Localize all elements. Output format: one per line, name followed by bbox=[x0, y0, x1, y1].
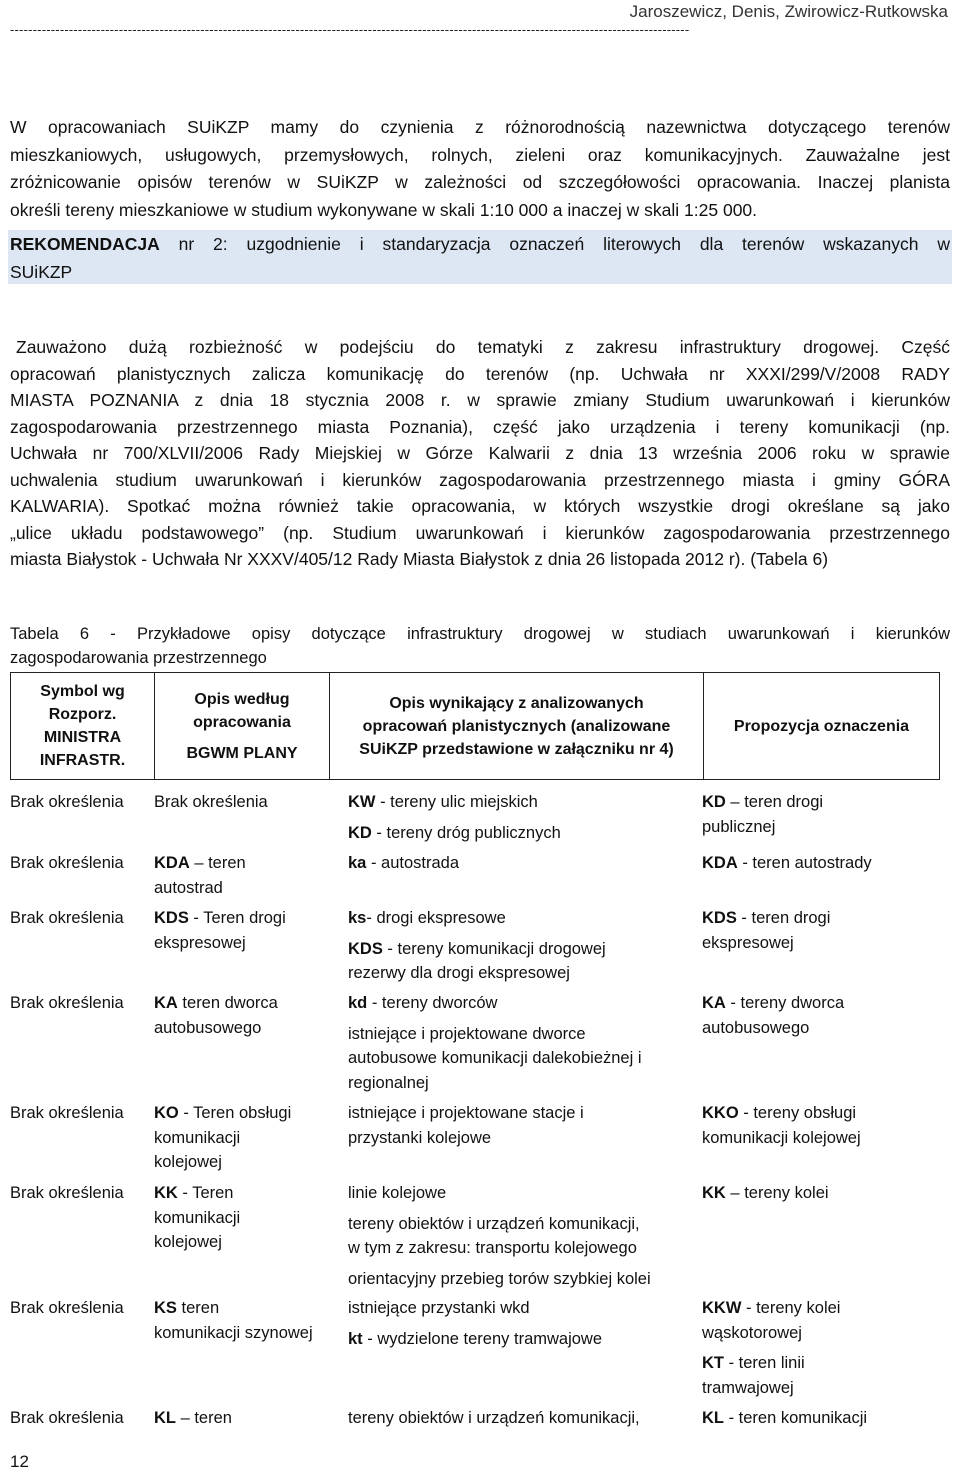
cell-bgwm bbox=[154, 851, 324, 900]
symbol-code: KO bbox=[154, 1104, 179, 1122]
text-line: opracowań planistycznych zalicza komunikację do terenów (np. Uchwała nr XXXI/299/V/2008 RADY bbox=[10, 363, 950, 384]
cell-line bbox=[154, 906, 324, 931]
header-line: Symbol wg bbox=[40, 683, 125, 700]
header-line: INFRASTR. bbox=[39, 752, 126, 769]
text-line: Zauważono dużą rozbieżność w podejściu do tematyki z zakresu infrastruktury drogowej. Część bbox=[16, 337, 950, 357]
cell-proposal bbox=[702, 991, 932, 1040]
cell-bgwm bbox=[154, 1181, 324, 1255]
cell-symbol: Brak określenia bbox=[10, 994, 124, 1012]
cell-text: orientacyjny przebieg torów szybkiej kolei bbox=[348, 1269, 651, 1288]
cell-text: - tereny komunikacji drogowej bbox=[382, 939, 606, 958]
cell-line bbox=[154, 851, 324, 876]
symbol-code: KDA bbox=[702, 854, 738, 872]
cell-bgwm bbox=[154, 1296, 324, 1345]
symbol-code: KDS bbox=[348, 939, 383, 958]
cell-line bbox=[702, 1101, 932, 1126]
cell-text: - Teren bbox=[177, 1184, 234, 1202]
cell-line bbox=[348, 851, 693, 876]
cell-line bbox=[154, 1126, 324, 1151]
symbol-code: KW bbox=[348, 793, 376, 811]
cell-line bbox=[702, 1351, 932, 1376]
cell-text: - tereny dworców bbox=[367, 994, 498, 1012]
text-line: określi tereny mieszkaniowe w studium wykonywane w skali 1:10 000 a inaczej w skali 1:25 000. bbox=[10, 199, 758, 220]
symbol-code: KK bbox=[702, 1184, 726, 1202]
cell-line bbox=[154, 1406, 324, 1431]
cell-symbol: Brak określenia bbox=[10, 1104, 124, 1122]
page-number: 12 bbox=[10, 1452, 29, 1471]
header-cell-analysis bbox=[329, 672, 704, 780]
cell-symbol: Brak określenia bbox=[10, 1184, 124, 1202]
cell-line bbox=[702, 1406, 932, 1431]
cell-line bbox=[348, 1101, 693, 1126]
cell-proposal bbox=[702, 1296, 932, 1400]
cell-line bbox=[348, 1046, 693, 1071]
text-line: W opracowaniach SUiKZP mamy do czynienia z różnorodnością nazewnictwa dotyczącego terenów bbox=[10, 117, 950, 137]
header-line: opracowania bbox=[193, 713, 291, 731]
cell-line bbox=[702, 1296, 932, 1321]
cell-bgwm bbox=[154, 790, 324, 815]
cell-line bbox=[154, 931, 324, 956]
cell-text: – tereny kolei bbox=[725, 1184, 829, 1202]
cell-text: - teren autostrady bbox=[737, 854, 872, 872]
cell-text: komunikacji bbox=[154, 1208, 241, 1227]
cell-proposal bbox=[702, 790, 932, 839]
cell-text: ekspresowej bbox=[154, 933, 246, 952]
cell-text: – teren bbox=[189, 854, 246, 872]
cell-line bbox=[154, 991, 324, 1016]
cell-bgwm bbox=[154, 906, 324, 955]
cell-analysis bbox=[348, 1296, 693, 1351]
header-cell-bgwm bbox=[154, 672, 330, 780]
cell-line bbox=[702, 1016, 932, 1041]
cell-text: tramwajowej bbox=[702, 1378, 794, 1397]
cell-symbol: Brak określenia bbox=[10, 1299, 124, 1317]
cell-line bbox=[348, 1181, 693, 1206]
text-line bbox=[10, 231, 950, 259]
cell-line bbox=[348, 1267, 693, 1292]
cell-line bbox=[154, 1206, 324, 1231]
cell-line bbox=[702, 931, 932, 956]
text-line: miasta Białystok - Uchwała Nr XXXV/405/12 Rady Miasta Białystok z dnia 26 listopada 2012 r). (Tabela 6) bbox=[10, 549, 829, 569]
cell-text: – teren drogi bbox=[725, 793, 824, 811]
cell-line bbox=[348, 1126, 693, 1151]
cell-text: kolejowej bbox=[154, 1153, 222, 1171]
cell-text: Brak określenia bbox=[154, 793, 268, 811]
cell-proposal bbox=[702, 1101, 932, 1150]
header-line: SUiKZP przedstawione w załączniku nr 4) bbox=[359, 740, 674, 758]
cell-text: - teren komunikacji bbox=[724, 1409, 868, 1427]
cell-text: autobusowego bbox=[154, 1018, 262, 1037]
recommendation-text bbox=[10, 231, 950, 286]
cell-line bbox=[348, 790, 693, 815]
cell-text: linie kolejowe bbox=[348, 1184, 447, 1202]
cell-line bbox=[348, 937, 693, 962]
symbol-code: KS bbox=[154, 1299, 177, 1317]
cell-symbol: Brak określenia bbox=[10, 793, 124, 811]
cell-line bbox=[702, 1126, 932, 1151]
symbol-code: KT bbox=[702, 1354, 724, 1372]
symbol-code: KKO bbox=[702, 1104, 739, 1122]
cell-text: autostrad bbox=[154, 878, 223, 897]
cell-text: - drogi ekspresowe bbox=[366, 909, 506, 927]
cell-analysis bbox=[348, 1181, 693, 1291]
cell-text: tereny obiektów i urządzeń komunikacji, bbox=[348, 1214, 640, 1233]
cell-analysis bbox=[348, 1406, 693, 1431]
cell-text: - wydzielone tereny tramwajowe bbox=[362, 1329, 603, 1348]
cell-line bbox=[348, 961, 693, 986]
header-line: Rozporz. bbox=[48, 706, 117, 723]
cell-line bbox=[702, 991, 932, 1016]
cell-proposal bbox=[702, 1181, 932, 1206]
header-line: Opis według bbox=[194, 690, 290, 708]
cell-line bbox=[702, 851, 932, 876]
cell-text: teren bbox=[176, 1299, 220, 1317]
header-rule: ------------------------------------------------------------------------------------------------------------------------------------------------------ bbox=[10, 22, 690, 37]
cell-text: regionalnej bbox=[348, 1073, 429, 1092]
symbol-code: KD bbox=[702, 793, 726, 811]
cell-text: rezerwy dla drogi ekspresowej bbox=[348, 964, 570, 982]
cell-line bbox=[154, 1101, 324, 1126]
text-line: uchwalenia studium uwarunkowań i kierunków zagospodarowania przestrzennego miasta i gminy GÓRA bbox=[10, 469, 950, 490]
text-line: zróżnicowanie opisów terenów w SUiKZP w zależności od szczegółowości opracowania. Inaczej planista bbox=[10, 172, 950, 192]
symbol-code: KDA bbox=[154, 854, 190, 872]
cell-line bbox=[348, 1406, 693, 1431]
header-line: BGWM PLANY bbox=[186, 744, 298, 762]
cell-line bbox=[348, 906, 693, 931]
recommendation-line2: SUiKZP bbox=[10, 261, 73, 282]
cell-proposal bbox=[702, 851, 932, 876]
cell-line bbox=[702, 815, 932, 840]
text-line: zagospodarowania przestrzennego bbox=[10, 649, 267, 667]
cell-line bbox=[348, 1327, 693, 1352]
cell-symbol: Brak określenia bbox=[10, 1409, 124, 1427]
cell-proposal bbox=[702, 906, 932, 955]
header-cell-proposal bbox=[703, 672, 940, 780]
paragraph-infrastructure bbox=[10, 334, 950, 573]
cell-line bbox=[348, 991, 693, 1016]
cell-line bbox=[348, 821, 693, 846]
symbol-code: kd bbox=[348, 994, 368, 1012]
text-line: zagospodarowania przestrzennego miasta Poznania), część jako urządzenia i tereny komunikacji (np. bbox=[10, 416, 950, 437]
cell-text: – teren bbox=[176, 1409, 232, 1427]
cell-line bbox=[348, 1212, 693, 1237]
cell-text: - Teren drogi bbox=[188, 909, 286, 927]
cell-text: - teren drogi bbox=[736, 909, 831, 927]
cell-line bbox=[154, 1016, 324, 1041]
header-line: Propozycja oznaczenia bbox=[733, 717, 910, 735]
cell-line bbox=[154, 876, 324, 901]
cell-line bbox=[154, 1296, 324, 1321]
cell-proposal bbox=[702, 1406, 932, 1431]
cell-text: - tereny ulic miejskich bbox=[375, 793, 538, 811]
cell-text: istniejące i projektowane dworce bbox=[348, 1024, 586, 1043]
header-cell-symbol bbox=[10, 672, 155, 780]
symbol-code: KA bbox=[154, 994, 178, 1012]
cell-text: istniejące przystanki wkd bbox=[348, 1299, 530, 1317]
text-line: Tabela 6 - Przykładowe opisy dotyczące infrastruktury drogowej w studiach uwarunkowań i kierunków bbox=[10, 625, 950, 643]
symbol-code: KK bbox=[154, 1184, 178, 1202]
symbol-code: KL bbox=[154, 1409, 176, 1427]
cell-text: komunikacji kolejowej bbox=[702, 1128, 861, 1147]
cell-text: autobusowego bbox=[702, 1018, 810, 1037]
cell-text: teren dworca bbox=[177, 994, 278, 1012]
cell-text: ekspresowej bbox=[702, 933, 794, 952]
cell-line bbox=[702, 1376, 932, 1401]
symbol-code: KL bbox=[702, 1409, 724, 1427]
symbol-code: KD bbox=[348, 823, 372, 842]
cell-line bbox=[702, 1321, 932, 1346]
cell-line bbox=[348, 1236, 693, 1261]
cell-bgwm bbox=[154, 1101, 324, 1175]
cell-analysis bbox=[348, 991, 693, 1095]
text-line: MIASTA POZNANIA z dnia 18 stycznia 2008 r. w sprawie zmiany Studium uwarunkowań i kierunków bbox=[10, 390, 950, 410]
symbol-code: KDS bbox=[154, 909, 189, 927]
recommendation-label: REKOMENDACJA bbox=[10, 234, 160, 254]
symbol-code: KDS bbox=[702, 909, 737, 927]
text-line: mieszkaniowych, usługowych, przemysłowych, rolnych, zieleni oraz komunikacyjnych. Zauważalne jest bbox=[10, 144, 950, 165]
cell-symbol: Brak określenia bbox=[10, 909, 124, 927]
cell-line bbox=[154, 1150, 324, 1175]
cell-line bbox=[154, 790, 324, 815]
cell-line bbox=[348, 1022, 693, 1047]
cell-line bbox=[702, 790, 932, 815]
cell-text: - tereny dworca bbox=[725, 994, 845, 1012]
cell-analysis bbox=[348, 906, 693, 986]
cell-bgwm bbox=[154, 991, 324, 1040]
symbol-code: KKW bbox=[702, 1299, 742, 1317]
cell-text: tereny obiektów i urządzeń komunikacji, bbox=[348, 1409, 640, 1427]
cell-analysis bbox=[348, 1101, 693, 1150]
symbol-code: KA bbox=[702, 994, 726, 1012]
cell-bgwm bbox=[154, 1406, 324, 1431]
cell-symbol: Brak określenia bbox=[10, 854, 124, 872]
cell-analysis bbox=[348, 790, 693, 845]
text-line: KALWARIA). Spotkać można również takie opracowania, w których wszystkie drogi określane są jako bbox=[10, 496, 950, 516]
cell-line bbox=[702, 906, 932, 931]
header-authors: Jaroszewicz, Denis, Zwirowicz-Rutkowska bbox=[629, 2, 948, 21]
cell-text: - teren linii bbox=[724, 1354, 805, 1372]
paragraph-intro bbox=[10, 114, 950, 224]
cell-text: - tereny obsługi bbox=[738, 1104, 857, 1122]
cell-text: - tereny kolei bbox=[741, 1299, 841, 1317]
symbol-code: kt bbox=[348, 1329, 363, 1348]
text-line: „ulice układu podstawowego” (np. Studium uwarunkowań i kierunków zagospodarowania przestrzennego bbox=[10, 522, 950, 543]
header-line: MINISTRA bbox=[43, 729, 122, 746]
header-line: Opis wynikający z analizowanych bbox=[389, 694, 644, 712]
cell-analysis bbox=[348, 851, 693, 876]
table-header bbox=[10, 672, 940, 780]
cell-text: autobusowe komunikacji dalekobieżnej i bbox=[348, 1049, 642, 1067]
cell-line bbox=[154, 1181, 324, 1206]
cell-text: istniejące i projektowane stacje i bbox=[348, 1104, 584, 1122]
table-caption bbox=[10, 622, 950, 670]
cell-text: komunikacji bbox=[154, 1128, 241, 1147]
recommendation-line1: nr 2: uzgodnienie i standaryzacja oznaczeń literowych dla terenów wskazanych w bbox=[159, 234, 950, 254]
cell-text: wąskotorowej bbox=[702, 1323, 802, 1342]
cell-line bbox=[348, 1071, 693, 1096]
cell-text: - autostrada bbox=[366, 854, 459, 872]
cell-line bbox=[154, 1230, 324, 1255]
cell-text: przystanki kolejowe bbox=[348, 1128, 492, 1147]
cell-line bbox=[702, 1181, 932, 1206]
cell-text: - Teren obsługi bbox=[178, 1104, 292, 1122]
header-line: opracowań planistycznych (analizowane bbox=[362, 717, 671, 735]
symbol-code: ks bbox=[348, 909, 367, 927]
cell-text: w tym z zakresu: transportu kolejowego bbox=[348, 1239, 637, 1257]
symbol-code: ka bbox=[348, 854, 367, 872]
cell-text: komunikacji szynowej bbox=[154, 1323, 313, 1342]
cell-line bbox=[348, 1296, 693, 1321]
cell-text: kolejowej bbox=[154, 1233, 222, 1251]
cell-text: - tereny dróg publicznych bbox=[371, 823, 561, 842]
cell-text: publicznej bbox=[702, 817, 776, 836]
text-line: Uchwała nr 700/XLVII/2006 Rady Miejskiej w Górze Kalwarii z dnia 13 września 2006 roku w sprawie bbox=[10, 443, 950, 463]
cell-line bbox=[154, 1321, 324, 1346]
